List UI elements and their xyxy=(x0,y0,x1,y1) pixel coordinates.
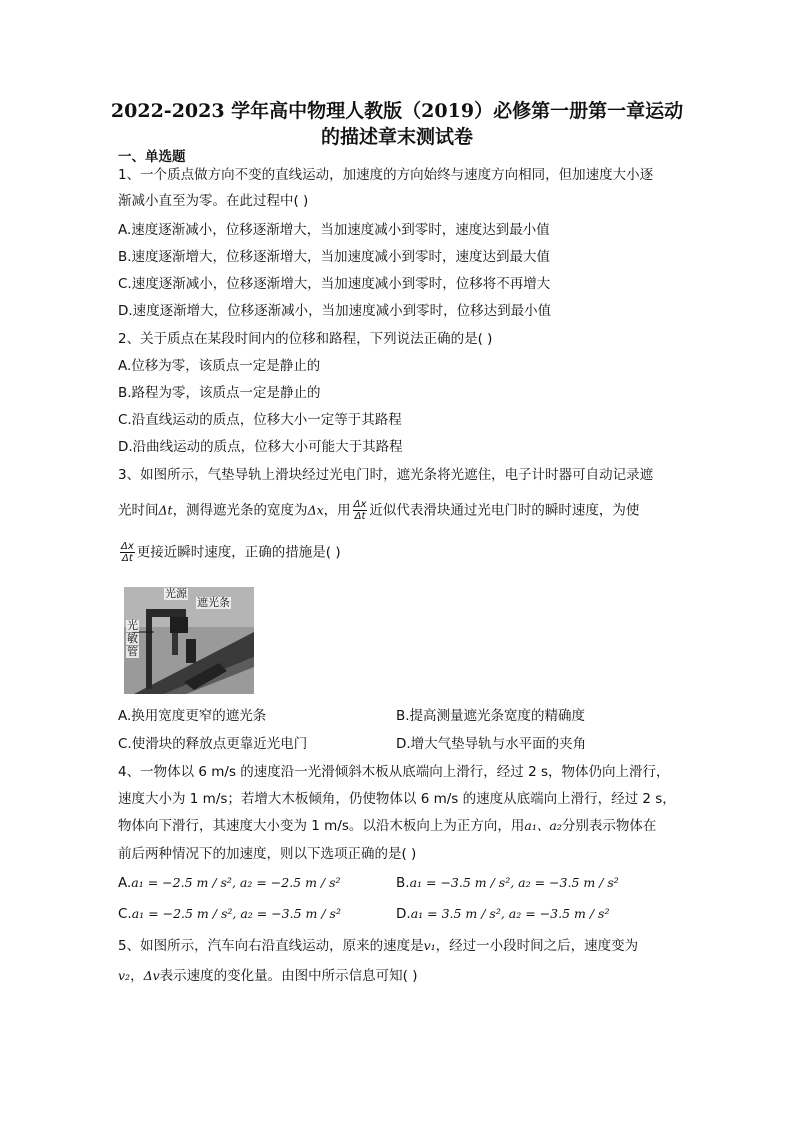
q5-stem-line-1 xyxy=(118,937,638,955)
q2-stem: 2、关于质点在某段时间内的位移和路程，下列说法正确的是( ) xyxy=(118,331,493,347)
exam-title-line-1: 2022-2023 学年高中物理人教版（2019）必修第一册第一章运动 xyxy=(110,100,684,122)
option-formula: a₁ = −2.5 m / s², a₂ = −2.5 m / s² xyxy=(131,875,341,890)
velocity-fraction xyxy=(120,541,135,564)
q5-text: ，经过一小段时间之后，速度变为 xyxy=(435,938,639,954)
v1-symbol: v₁ xyxy=(423,938,436,953)
section-heading: 一、单选题 xyxy=(118,149,186,165)
q3-option-d: D.增大气垫导轨与水平面的夹角 xyxy=(396,736,587,752)
option-formula: a₁ = 3.5 m / s², a₂ = −3.5 m / s² xyxy=(410,906,610,921)
q3-option-b: B.提高测量遮光条宽度的精确度 xyxy=(396,708,586,724)
fraction-numerator: Δx xyxy=(121,541,134,552)
q4-stem-line-1: 4、一物体以 6 m/s 的速度沿一光滑倾斜木板从底端向上滑行，经过 2 s，物体仍向上滑行， xyxy=(118,764,670,780)
option-letter: C. xyxy=(118,906,132,922)
q2-option-a: A.位移为零，该质点一定是静止的 xyxy=(118,358,321,374)
option-formula: a₁ = −3.5 m / s², a₂ = −3.5 m / s² xyxy=(409,875,619,890)
q1-option-b: B.速度逐渐增大，位移逐渐增大，当加速度减小到零时，速度达到最大值 xyxy=(118,249,551,265)
q2-option-b: B.路程为零，该质点一定是静止的 xyxy=(118,385,321,401)
q3-option-c: C.使滑块的释放点更靠近光电门 xyxy=(118,736,308,752)
fraction-numerator: Δx xyxy=(353,499,367,510)
q3-stem-line-3 xyxy=(118,541,341,564)
q5-stem-line-2 xyxy=(118,967,418,985)
q3-text: 近似代表滑块通过光电门时的瞬时速度，为使 xyxy=(369,502,640,519)
q1-option-d: D.速度逐渐增大，位移逐渐减小，当加速度减小到零时，位移达到最小值 xyxy=(118,303,552,319)
acceleration-symbols: a₁、a₂ xyxy=(524,818,562,833)
light-source-label: 光源 xyxy=(165,587,187,600)
q3-text: 更接近瞬时速度，正确的措施是( ) xyxy=(136,544,341,561)
q4-stem-line-4: 前后两种情况下的加速度，则以下选项正确的是( ) xyxy=(118,846,417,862)
exam-title-line-2: 的描述章末测试卷 xyxy=(320,126,473,148)
q1-option-c: C.速度逐渐减小，位移逐渐增大，当加速度减小到零时，位移将不再增大 xyxy=(118,276,551,292)
q3-stem-line-2 xyxy=(118,499,639,522)
sensor-label-3: 管 xyxy=(127,645,138,658)
shade-bar-label: 遮光条 xyxy=(197,596,230,609)
q2-option-c: C.沿直线运动的质点，位移大小一定等于其路程 xyxy=(118,412,402,428)
q5-text: 表示速度的变化量。由图中所示信息可知( ) xyxy=(159,968,418,984)
q4-text: 物体向下滑行，其速度大小变为 1 m/s。以沿木板向上为正方向，用 xyxy=(118,818,525,834)
option-formula: a₁ = −2.5 m / s², a₂ = −3.5 m / s² xyxy=(131,906,341,921)
fraction-denominator: Δt xyxy=(354,511,366,522)
q5-text: 5、如图所示，汽车向右沿直线运动，原来的速度是 xyxy=(118,938,424,954)
q4-option-c xyxy=(118,905,341,923)
q4-option-a xyxy=(118,874,341,892)
q3-text: ，测得遮光条的宽度为 xyxy=(172,502,308,519)
option-letter: A. xyxy=(118,875,132,891)
air-track-illustration xyxy=(124,587,254,694)
delta-x-symbol: Δx xyxy=(307,502,324,518)
q1-option-a: A.速度逐渐减小，位移逐渐增大，当加速度减小到零时，速度达到最小值 xyxy=(118,222,550,238)
q3-option-a: A.换用宽度更窄的遮光条 xyxy=(118,708,267,724)
fraction-denominator: Δt xyxy=(122,553,133,564)
q4-option-d xyxy=(396,905,609,923)
q4-text: 分别表示物体在 xyxy=(561,818,657,834)
q1-stem-line-2: 渐减小直至为零。在此过程中( ) xyxy=(118,193,309,209)
q2-option-d: D.沿曲线运动的质点，位移大小可能大于其路程 xyxy=(118,439,403,455)
option-letter: B. xyxy=(396,875,410,891)
sensor-label-1: 光 xyxy=(127,619,138,632)
air-track-photo xyxy=(124,587,254,694)
q4-stem-line-3 xyxy=(118,817,656,835)
q3-text: 光时间 xyxy=(118,502,159,519)
q4-stem-line-2: 速度大小为 1 m/s；若增大木板倾角，仍使物体以 6 m/s 的速度从底端向上滑行，经过 2 s， xyxy=(118,791,676,807)
delta-v-symbol: Δv xyxy=(143,968,160,983)
velocity-fraction xyxy=(353,499,368,522)
q3-stem-line-1: 3、如图所示，气垫导轨上滑块经过光电门时，遮光条将光遮住，电子计时器可自动记录遮 xyxy=(118,467,654,483)
delta-t-symbol: Δt xyxy=(158,502,173,518)
v2-symbol: v₂ xyxy=(118,968,131,983)
option-letter: D. xyxy=(396,906,411,922)
q1-stem-line-1: 1、一个质点做方向不变的直线运动，加速度的方向始终与速度方向相同，但加速度大小逐 xyxy=(118,167,654,183)
q5-text: ， xyxy=(130,968,144,984)
q4-option-b xyxy=(396,874,619,892)
sensor-label-2: 敏 xyxy=(127,632,138,645)
q3-text: ，用 xyxy=(323,502,351,519)
